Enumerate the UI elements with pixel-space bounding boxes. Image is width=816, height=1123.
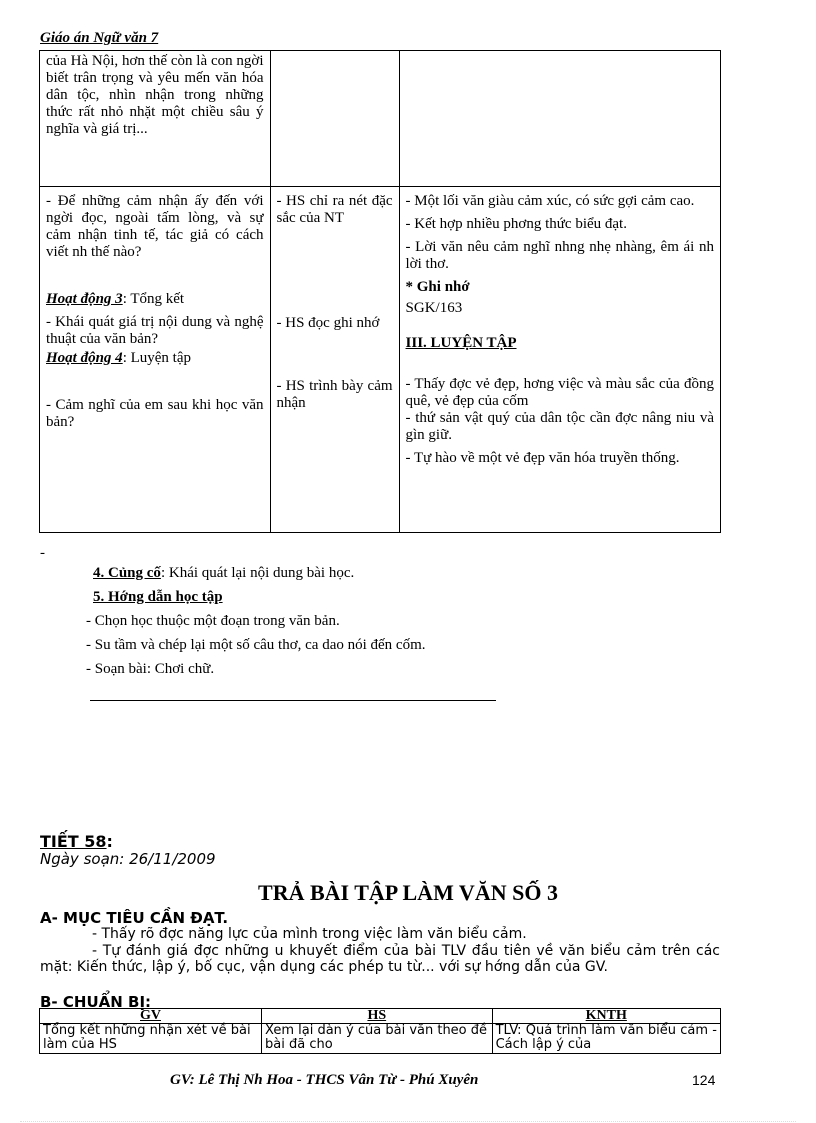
table-row [40,51,721,187]
activity-text: : Tổng kết [122,291,185,307]
consolidate-label: 4. Củng cố [93,565,161,581]
guide-heading: 5. Hớng dẫn học tập [93,589,223,605]
activity-heading [46,350,264,367]
section-a-item: - Thấy rõ đợc năng lực của mình trong việc làm văn biểu cảm. [92,926,527,942]
page-number: 124 [692,1072,716,1088]
table-cell [399,51,720,187]
table-cell [40,187,271,533]
table-cell: Xem lại dàn ý của bài văn theo đề bài đã cho [262,1024,493,1054]
cell-text: của Hà Nội, hơn thế còn là con ngời biết trân trọng và yêu mến văn hóa dân tộc, nhìn nhận trong những thức rất nhỏ nhặt một chiều sâu ý nghĩa và giá trị... [46,53,264,137]
question-text: - Cảm nghĩ của em sau khi học văn bản? [46,397,264,430]
section-a-item: - Tự đánh giá đợc những u khuyết điểm của bài TLV đầu tiên về văn biểu cảm trên các mặt: Kiến thức, lập ý, bố cục, vận dụng các phép tu từ... với sự hớng dẫn của GV. [40,943,720,975]
guide-item: - Soạn bài: Chơi chữ. [86,661,215,677]
table-cell [270,51,399,187]
content-text: - Kết hợp nhiều phơng thức biểu đạt. [405,216,627,232]
student-activity: - HS chỉ ra nét đặc sắc của NT [276,193,393,226]
guide-item: - Chọn học thuộc một đoạn trong văn bản. [86,613,340,629]
lesson-table [39,50,721,533]
column-header: HS [262,1009,493,1024]
activity-heading [46,291,264,308]
lesson-colon: : [106,832,113,851]
table-cell [399,187,720,533]
stray-dash: - [40,545,45,561]
student-activity: - HS trình bày cảm nhận [276,378,393,411]
guide-item: - Su tầm và chép lại một số câu thơ, ca dao nói đến cốm. [86,637,426,653]
preparation-table [39,1008,721,1054]
page-bottom-border [20,1121,796,1122]
prep-date: Ngày soạn: 26/11/2009 [40,850,216,868]
page-footer: GV: Lê Thị Nh Hoa - THCS Vân Từ - Phú Xuyên [170,1072,479,1088]
consolidate-text: : Khái quát lại nội dung bài học. [160,565,355,581]
column-header: KNTH [492,1009,720,1024]
page-title: TRẢ BÀI TẬP LÀM VĂN SỐ 3 [258,880,558,905]
content-text: - Tự hào về một vẻ đẹp văn hóa truyền thống. [405,450,680,466]
section-heading: III. LUYỆN TẬP [405,335,517,351]
section-b-heading: B- CHUẨN BỊ: [40,993,152,1011]
lesson-label: TIẾT 58 [40,832,107,851]
table-cell: TLV: Quá trình làm văn biểu cảm - Cách lập ý của [492,1024,720,1054]
table-row [40,1024,721,1054]
divider-line [90,700,496,701]
note-reference: SGK/163 [405,300,463,316]
content-text: - thứ sản vật quý của dân tộc cần đợc nâng niu và gìn giữ. [405,410,714,443]
page-header: Giáo án Ngữ văn 7 [40,30,159,46]
table-cell: Tổng kết những nhận xét về bài làm của HS [40,1024,262,1054]
content-text: - Lời văn nêu cảm nghĩ nhng nhẹ nhàng, êm ái nh lời thơ. [405,239,714,272]
consolidate-line [93,565,354,582]
column-header: GV [40,1009,262,1024]
question-text: - Khái quát giá trị nội dung và nghệ thuật của văn bản? [46,314,264,347]
question-text: - Để những cảm nhận ấy đến với ngời đọc, ngoài tấm lòng, và sự cảm nhận tinh tế, tác giả có cách viết nh thế nào? [46,193,264,260]
note-label: * Ghi nhớ [405,279,470,295]
content-text: - Một lối văn giàu cảm xúc, có sức gợi cảm cao. [405,193,695,209]
activity-text: : Luyện tập [122,350,192,366]
activity-label: Hoạt động 4 [46,350,123,366]
section-a-heading: A- MỤC TIÊU CẦN ĐẠT. [40,909,229,927]
content-text: - Thấy đợc vẻ đẹp, hơng việc và màu sắc của đồng quê, vẻ đẹp của cốm [405,376,714,409]
student-activity: - HS đọc ghi nhớ [276,315,380,331]
table-header-row [40,1009,721,1024]
activity-label: Hoạt động 3 [46,291,123,307]
lesson-number [40,832,113,851]
table-row [40,187,721,533]
table-cell [270,187,399,533]
table-cell [40,51,271,187]
